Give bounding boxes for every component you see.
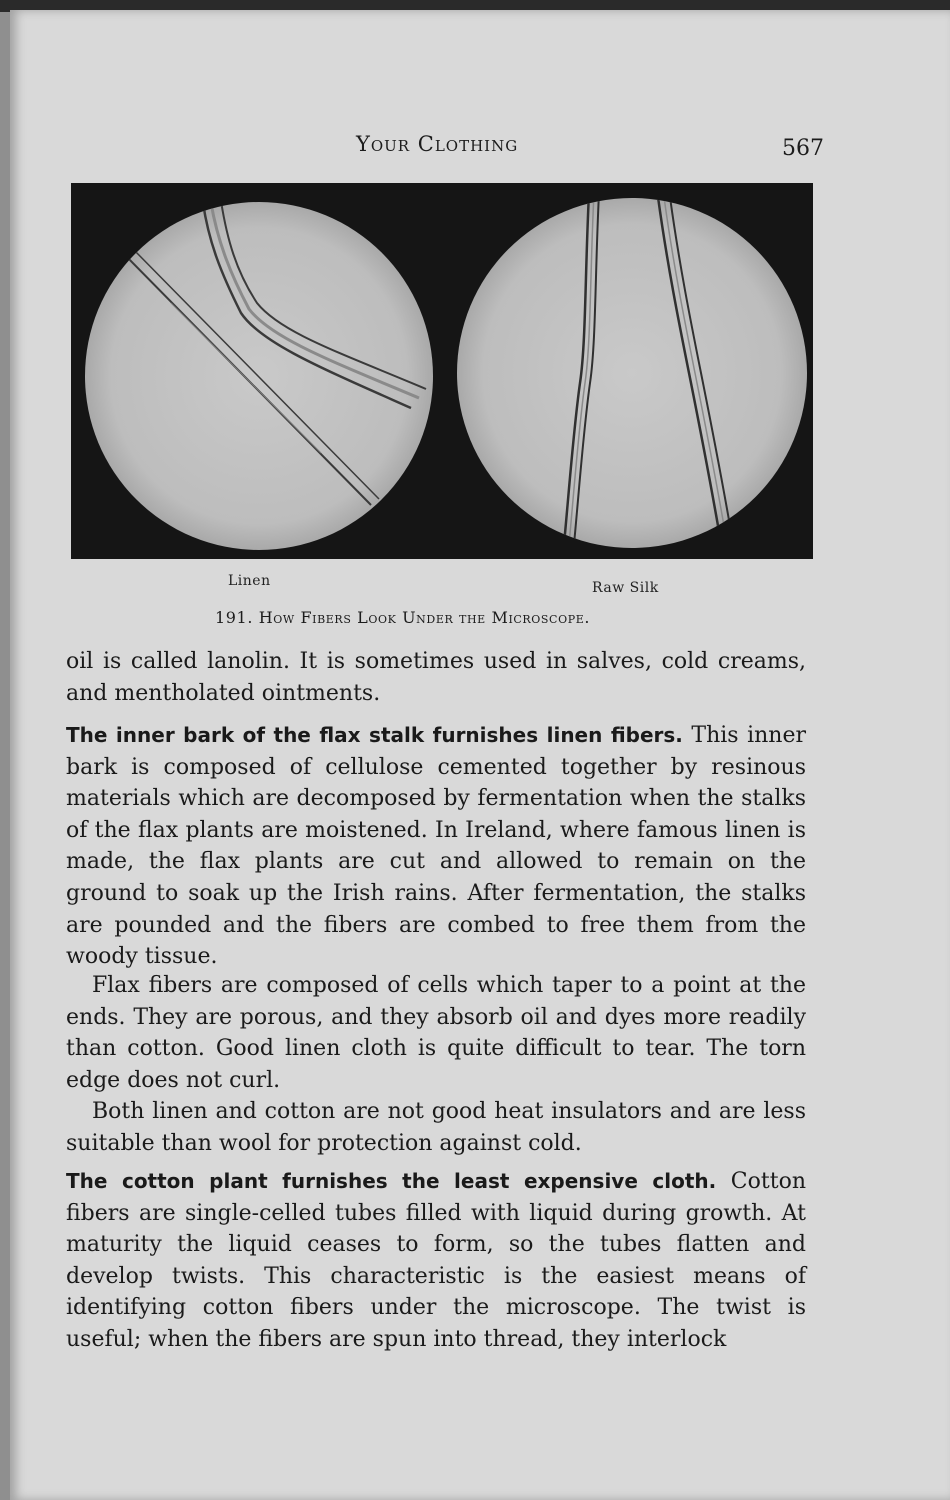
paragraph-text: This inner bark is composed of cellulose cemented together by resinous materials which are decomposed by fermentation when the stalks of the flax plants are moistened. In Ireland, where famous linen is made, the flax plants are cut and allowed to remain on the ground to soak up the Irish rains. After fermentation, the stalks are pounded and the fibers are combed to free them from the woody tissue. bbox=[66, 723, 806, 970]
paragraph-text: Cotton fibers are single-celled tubes filled with liquid during growth. At maturity the liquid ceases to form, so the tubes flatten and develop twists. This characteristic is the easiest means of identifying cotton fibers under the microscope. The twist is useful; when the fibers are spun into thread, they interlock bbox=[66, 1169, 806, 1352]
raw-silk-label: Raw Silk bbox=[592, 580, 659, 596]
paragraph-lead-heading: The inner bark of the flax stalk furnishes linen fibers. bbox=[66, 723, 683, 747]
microscope-figure bbox=[71, 183, 813, 559]
page-number: 567 bbox=[782, 136, 824, 161]
figure-caption: 191. How Fibers Look Under the Microscope. bbox=[215, 608, 591, 627]
paragraph-text: Both linen and cotton are not good heat insulators and are less suitable than wool for protection against cold. bbox=[66, 1099, 806, 1156]
paragraph-lead-heading: The cotton plant furnishes the least expensive cloth. bbox=[66, 1169, 717, 1193]
paragraph-linen-fibers bbox=[66, 720, 806, 973]
paragraph-heat-insulators bbox=[66, 1096, 806, 1159]
paragraph-lanolin bbox=[66, 646, 806, 709]
microscope-views-illustration bbox=[71, 183, 813, 559]
paragraph-flax-cells bbox=[66, 970, 806, 1096]
linen-label: Linen bbox=[228, 573, 271, 589]
paragraph-text: Flax fibers are composed of cells which taper to a point at the ends. They are porous, and they absorb oil and dyes more readily than cotton. Good linen cloth is quite difficult to tear. The torn edge does not curl. bbox=[66, 973, 806, 1093]
running-head: Your Clothing bbox=[356, 132, 519, 156]
paragraph-text: oil is called lanolin. It is sometimes used in salves, cold creams, and mentholated ointments. bbox=[66, 649, 806, 706]
linen-microscope-view bbox=[85, 201, 433, 550]
paragraph-cotton-plant bbox=[66, 1166, 806, 1356]
